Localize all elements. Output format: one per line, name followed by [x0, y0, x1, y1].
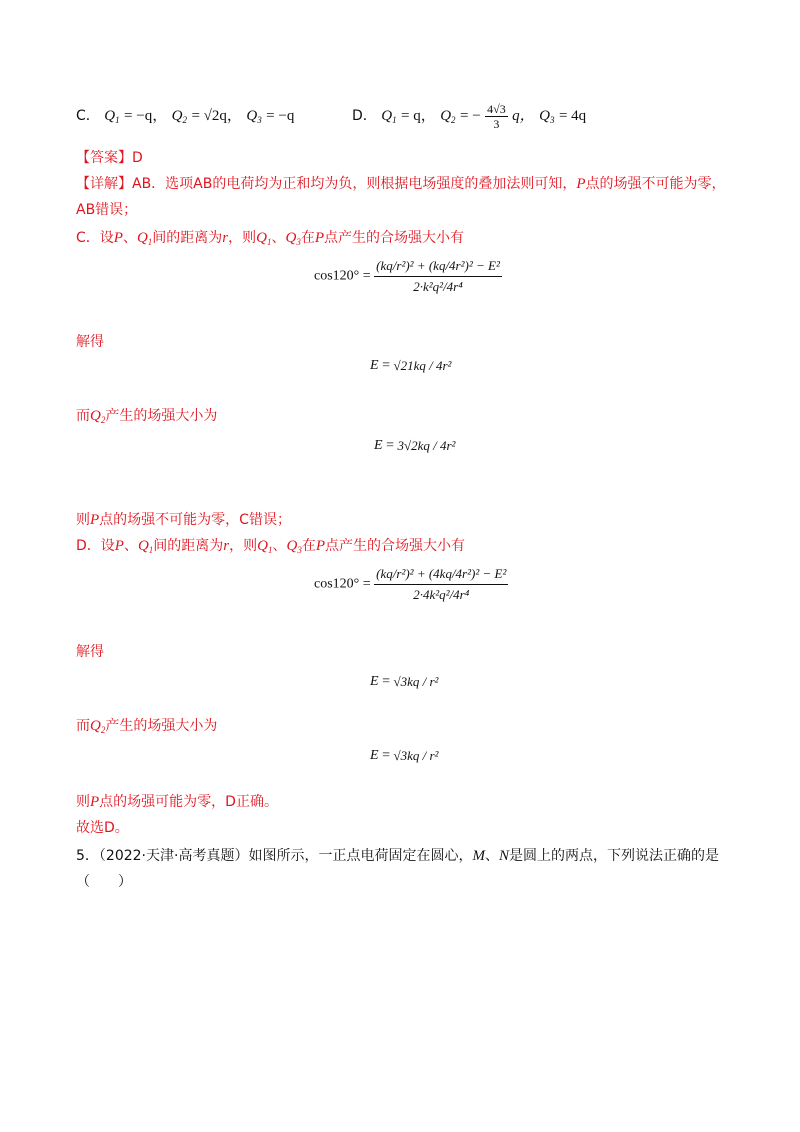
q1-symbol: Q — [257, 538, 268, 554]
separator: 、 — [484, 848, 499, 864]
q3-sub: 3 — [296, 237, 301, 247]
q1-sub: 1 — [266, 237, 272, 247]
c-q3-symbol: Q — [246, 108, 258, 124]
formula-cos-c-numerator: (kq/r²)² + (kq/4r²)² − E² — [376, 258, 500, 273]
answer-label: 【答案】D — [76, 150, 143, 166]
d-q2-eq: = − — [460, 108, 481, 124]
formula-e-d — [370, 674, 438, 690]
equals-sign: = — [382, 748, 390, 763]
d-analysis-line: D．设P、$Q_1$间的距离为r，则$Q_1$、$Q_3$在P点产生的合场强大小有 — [76, 538, 465, 555]
d-conclusion-b: 点的场强可能为零，D正确。 — [99, 794, 278, 810]
formula-e-q2-d-value: √3kq / r² — [393, 748, 439, 763]
e-symbol: E — [374, 438, 383, 453]
d-line-f: 在 — [301, 538, 316, 554]
final-choice: 故选D。 — [76, 820, 129, 836]
point-p: P — [576, 176, 586, 192]
point-p: P — [315, 538, 325, 554]
q1-symbol: Q — [256, 230, 267, 246]
point-m: M — [472, 848, 485, 864]
d-conclusion — [76, 792, 278, 812]
c-q3-value: = −q — [266, 108, 295, 124]
formula-e-c — [370, 358, 451, 374]
d-line-e: 、 — [272, 538, 287, 554]
c-line-b: 、 — [122, 230, 137, 246]
conclusion-a: 则 — [76, 512, 90, 528]
equals-sign: = — [382, 358, 390, 373]
q1-symbol: Q — [137, 538, 149, 554]
detail-head-tail: 点的场强不可能为零， — [585, 176, 726, 192]
d-q2-fraction — [485, 102, 508, 131]
point-p: P — [113, 230, 123, 246]
c-analysis-line: C．设P、$Q_1$间的距离为r，则$Q_1$、$Q_3$在P点产生的合场强大小有 — [76, 230, 464, 247]
formula-e-q2-c — [374, 438, 455, 454]
formula-e-c-value: √21kq / 4r² — [393, 358, 452, 373]
q1-sub: 1 — [147, 237, 153, 247]
point-p: P — [114, 538, 124, 554]
question-source: （2022·天津·高考真题） — [98, 848, 249, 864]
d-q1-value: = q， — [401, 108, 436, 124]
point-p: P — [314, 230, 324, 246]
formula-cos-d — [314, 566, 508, 603]
c-q3-sub: 3 — [257, 115, 262, 125]
c-line-g: 点产生的合场强大小有 — [324, 230, 464, 246]
q3-sub: 3 — [297, 545, 302, 555]
c-conclusion — [76, 510, 291, 530]
c-line-a: C．设 — [76, 230, 114, 246]
q2-line-b: 产生的场强大小为 — [105, 408, 218, 424]
q2-sub: 2 — [100, 415, 106, 425]
option-c — [76, 106, 294, 130]
detail-line-2: AB错误； — [76, 202, 138, 218]
question-text-b: 是圆上的两点，下列说法正确的是 — [508, 848, 719, 864]
d-q1-sub: 1 — [392, 115, 397, 125]
c-line-f: 在 — [300, 230, 315, 246]
point-p: P — [90, 512, 100, 528]
d-q3-value: = 4q — [558, 108, 587, 124]
solve-label-1: 解得 — [76, 334, 104, 350]
detail-line-1 — [76, 174, 726, 194]
d-line-d: ，则 — [229, 538, 258, 554]
formula-cos-c-fraction — [374, 258, 502, 295]
d-line-b: 、 — [123, 538, 138, 554]
d-q2-sub: 2 — [451, 115, 456, 125]
formula-e-q2-c-value: 3√2kq / 4r² — [397, 438, 456, 453]
option-d-label: D． — [352, 108, 377, 124]
q1-sub: 1 — [148, 545, 154, 555]
c-q2-value: = √2q， — [191, 108, 242, 124]
d-q2-symbol: Q — [440, 108, 452, 124]
formula-cos-d-fraction — [374, 566, 508, 603]
c-conclusion-b: 点的场强不可能为零，C错误； — [99, 512, 291, 528]
q3-symbol: Q — [286, 538, 298, 554]
q2-field-line-1 — [76, 406, 217, 430]
e-symbol: E — [370, 748, 379, 763]
option-c-label: C． — [76, 108, 100, 124]
equals-sign: = — [382, 674, 390, 689]
q2-line-a: 而 — [76, 408, 90, 424]
d-line-a: D．设 — [76, 538, 115, 554]
equals-sign: = — [362, 268, 371, 284]
cos-label: cos120° — [314, 576, 360, 592]
point-n: N — [498, 848, 509, 864]
d-q2-denominator: 3 — [493, 116, 500, 131]
d-q1-symbol: Q — [381, 108, 393, 124]
detail-head: 【详解】AB．选项AB的电荷均为正和均为负，则根据电场强度的叠加法则可知， — [76, 176, 577, 192]
c-line-e: 、 — [271, 230, 286, 246]
question-text-a: 如图所示，一正点电荷固定在圆心， — [248, 848, 473, 864]
q1-symbol: Q — [136, 230, 148, 246]
q1-sub: 1 — [267, 545, 273, 555]
q3-symbol: Q — [285, 230, 297, 246]
formula-cos-c-denominator: 2·k²q²/4r⁴ — [413, 279, 463, 294]
c-line-c: 间的距离为 — [152, 230, 223, 246]
d-q3-sub: 3 — [549, 115, 555, 125]
formula-cos-c — [314, 258, 502, 295]
formula-cos-d-numerator: (kq/r²)² + (4kq/4r²)² − E² — [376, 566, 507, 581]
c-q2-sub: 2 — [182, 115, 187, 125]
formula-e-q2-d — [370, 748, 438, 764]
c-q1-sub: 1 — [115, 115, 120, 125]
point-p: P — [90, 794, 100, 810]
conclusion-a: 则 — [76, 794, 90, 810]
q2-symbol: Q — [90, 718, 101, 734]
solve-label-2: 解得 — [76, 644, 104, 660]
c-q2-symbol: Q — [171, 108, 183, 124]
q2-line-a: 而 — [76, 718, 90, 734]
formula-e-d-value: √3kq / r² — [393, 674, 439, 689]
e-symbol: E — [370, 358, 379, 373]
question-5-paren: （ ） — [76, 874, 132, 890]
equals-sign: = — [386, 438, 394, 453]
e-symbol: E — [370, 674, 379, 689]
d-q2-numerator: 4√3 — [487, 101, 506, 116]
q2-field-line-2 — [76, 716, 217, 740]
q2-sub: 2 — [100, 725, 106, 735]
formula-cos-d-denominator: 2·4k²q²/4r⁴ — [413, 587, 470, 602]
question-5 — [76, 846, 719, 866]
option-d — [352, 98, 586, 138]
question-number: 5． — [76, 848, 99, 864]
cos-label: cos120° — [314, 268, 360, 284]
d-line-c: 间的距离为 — [153, 538, 224, 554]
q2-symbol: Q — [90, 408, 101, 424]
equals-sign: = — [362, 576, 371, 592]
q2-line-b: 产生的场强大小为 — [105, 718, 218, 734]
c-q1-value: = −q， — [124, 108, 168, 124]
d-line-g: 点产生的合场强大小有 — [325, 538, 465, 554]
d-q2-tail: q， — [512, 108, 535, 124]
c-q1-symbol: Q — [104, 108, 116, 124]
c-line-d: ，则 — [228, 230, 257, 246]
d-q3-symbol: Q — [539, 108, 550, 124]
